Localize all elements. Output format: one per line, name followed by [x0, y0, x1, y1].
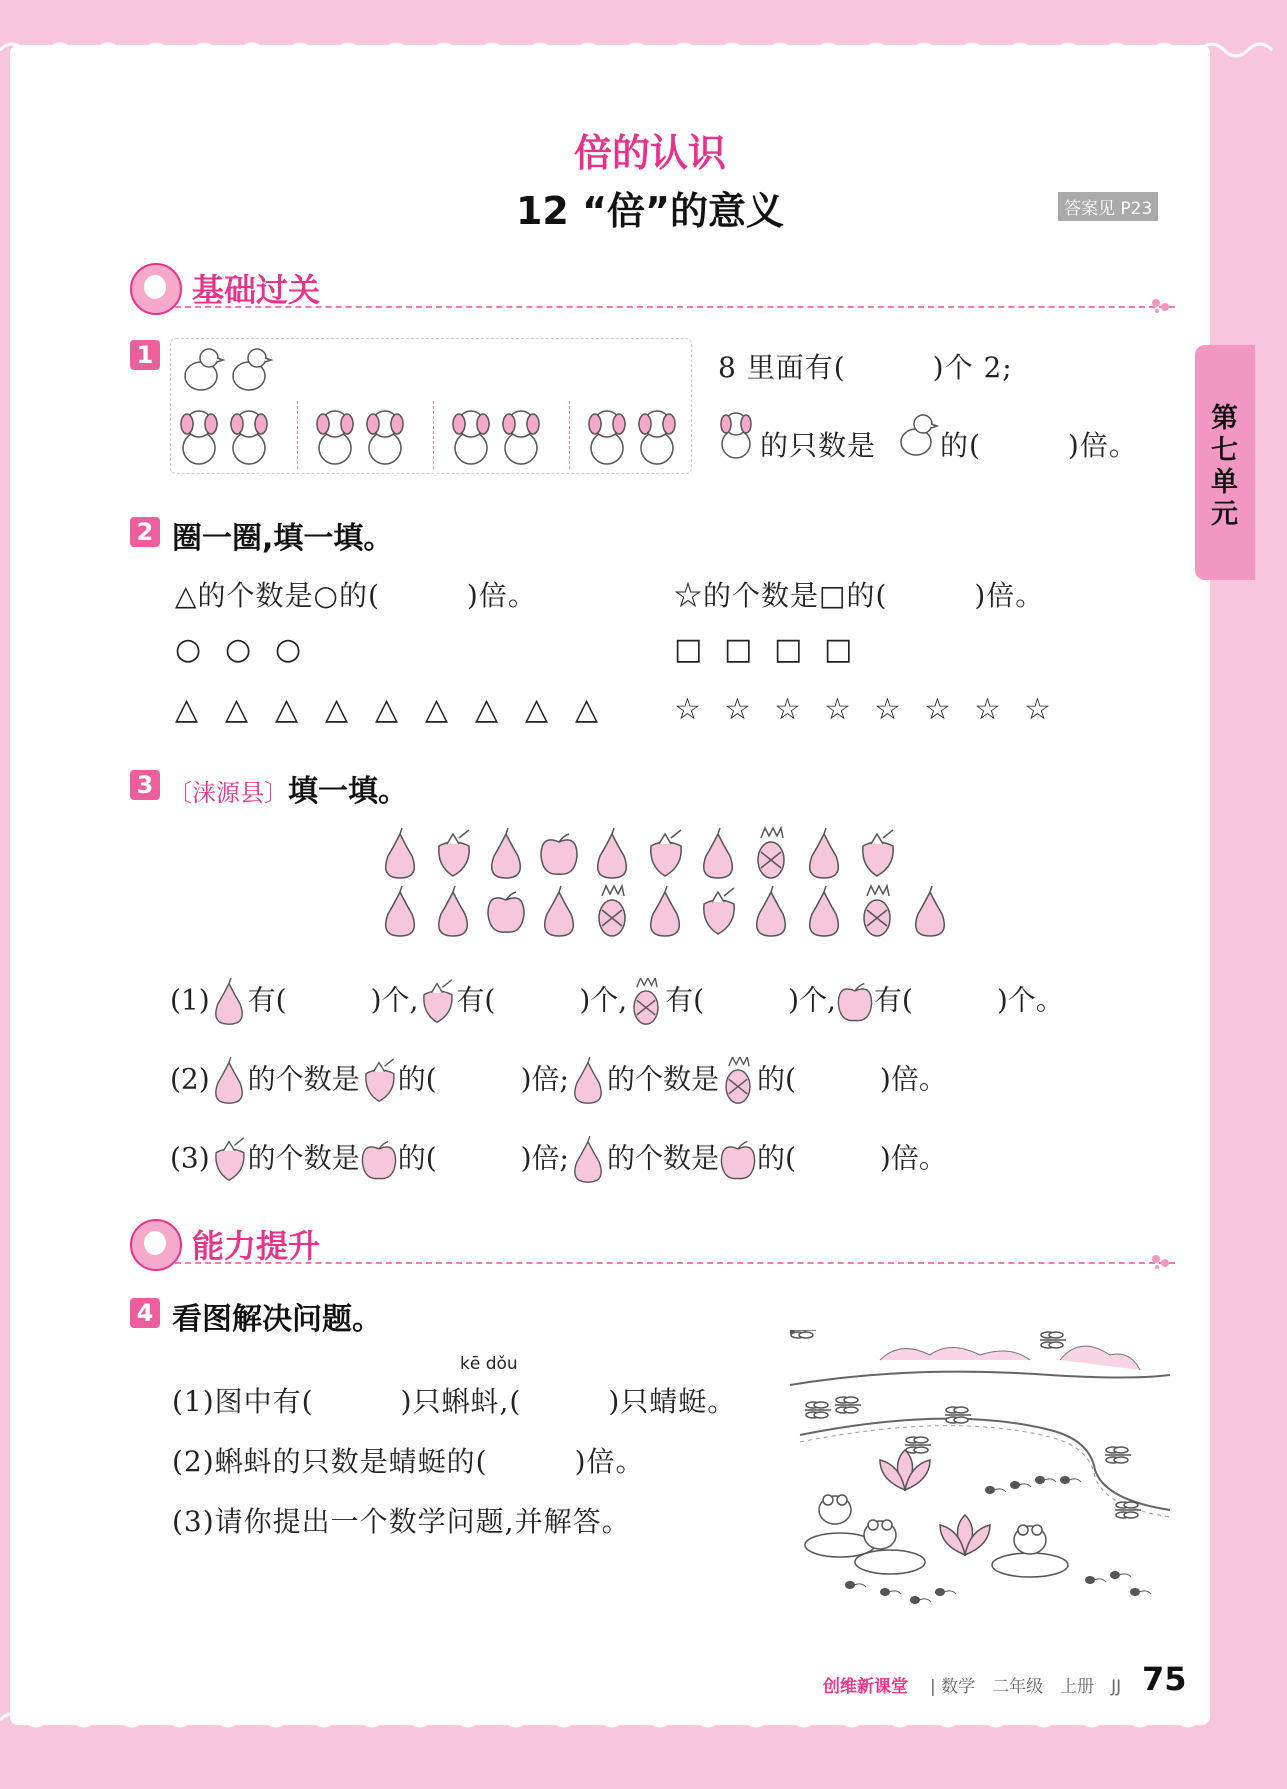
q2-left-text: △的个数是○的( )倍。: [175, 579, 537, 612]
sentence-text: 的( )倍。: [757, 1062, 947, 1096]
apple-icon: [360, 1136, 398, 1184]
section-basic-label: 基础过关: [192, 271, 321, 309]
sentence-text: 有( )个,: [247, 983, 419, 1017]
apple-icon: [836, 978, 874, 1026]
dots-decoration-icon: [1150, 1254, 1172, 1270]
dots-decoration-icon: [1150, 298, 1172, 314]
q4-title: 看图解决问题。: [172, 1302, 382, 1337]
strawberry-icon: [651, 830, 681, 876]
sentence-text: 有( )个,: [456, 983, 628, 1017]
chick-icon: [896, 408, 940, 460]
pear-icon: [575, 1057, 601, 1103]
sentence-text: (3): [170, 1141, 210, 1175]
triangles-row: [175, 692, 625, 727]
strawberry-icon: [216, 1138, 244, 1180]
footer-brand: 创维新课堂: [823, 1677, 908, 1697]
sentence-text: 的个数是: [606, 1141, 719, 1175]
q2-right-text: ☆的个数是□的( )倍。: [674, 579, 1045, 612]
apple-icon: [719, 1136, 757, 1184]
q1-line-1: 8 里面有( )个 2;: [718, 351, 1013, 384]
stars-row: [674, 692, 1074, 727]
triangle-shape: △: [275, 692, 299, 727]
section-basic: [130, 263, 1170, 313]
pineapple-icon: [719, 1057, 757, 1105]
q3-title: 填一填。: [288, 774, 408, 809]
q3-part-2: [170, 1057, 1170, 1103]
pear-icon: [210, 1057, 248, 1105]
triangle-shape: △: [175, 692, 199, 727]
pear-icon: [215, 978, 241, 1024]
q4-sentence-3: (3)请你提出一个数学问题,并解答。: [172, 1505, 631, 1538]
county-tag: 〔涞源县〕: [168, 779, 288, 807]
q3-part-3: [170, 1136, 1170, 1182]
pear-icon: [810, 828, 839, 878]
square-shape: □: [724, 632, 753, 667]
pear-icon: [492, 828, 521, 878]
circle-shape: ○: [225, 632, 252, 667]
strawberry-icon: [424, 980, 452, 1022]
q4-sentence-2: (2)蝌蚪的只数是蜻蜓的( )倍。: [172, 1445, 645, 1478]
triangle-shape: △: [425, 692, 449, 727]
apple-icon: [838, 984, 871, 1021]
sentence-text: 的( )倍;: [397, 1141, 569, 1175]
pear-icon: [810, 886, 839, 936]
apple-icon: [362, 1142, 395, 1179]
animals-picture: [170, 338, 692, 474]
strawberry-icon: [360, 1057, 398, 1105]
pear-icon: [210, 978, 248, 1026]
question-1-number: 1: [130, 340, 160, 370]
q3-part-1: [170, 978, 1170, 1024]
circle-shape: ○: [175, 632, 202, 667]
pinyin-annotation: kē dǒu: [460, 1354, 518, 1374]
star-shape: ☆: [874, 692, 901, 727]
pear-icon: [545, 886, 574, 936]
puppy-icon: [715, 408, 757, 460]
apple-icon: [488, 892, 524, 932]
triangle-shape: △: [225, 692, 249, 727]
star-shape: ☆: [974, 692, 1001, 727]
section-advanced: [130, 1219, 1170, 1269]
chick-icon: [179, 344, 279, 400]
triangle-shape: △: [525, 692, 549, 727]
pear-icon: [598, 828, 627, 878]
pear-icon: [757, 886, 786, 936]
pear-icon: [651, 886, 680, 936]
pear-icon: [569, 1057, 607, 1105]
q2-title: 圈一圈,填一填。: [172, 521, 394, 556]
circles-row: [175, 632, 325, 667]
question-4-number: 4: [130, 1298, 160, 1328]
squares-row: [674, 632, 874, 667]
star-shape: ☆: [1024, 692, 1051, 727]
strawberry-icon: [210, 1136, 248, 1184]
strawberry-icon: [704, 888, 734, 934]
bottom-wave-border: [0, 1700, 1287, 1750]
q1-line-2a: 的只数是: [760, 429, 877, 462]
sentence-text: 的( )倍;: [397, 1062, 569, 1096]
pear-icon: [386, 886, 415, 936]
strawberry-icon: [439, 830, 469, 876]
answer-reference: 答案见 P23: [1058, 192, 1158, 221]
page-title: 倍的认识: [573, 131, 726, 175]
q3-title-row: [168, 766, 408, 810]
question-2-number: 2: [130, 517, 160, 547]
section-advanced-label: 能力提升: [192, 1227, 321, 1265]
triangle-shape: △: [575, 692, 599, 727]
pear-icon: [704, 828, 733, 878]
question-3-number: 3: [130, 770, 160, 800]
pear-icon: [575, 1136, 601, 1182]
puppy-row-icon: [171, 404, 691, 472]
pineapple-icon: [634, 978, 658, 1024]
q4-sentence-1: (1)图中有( )只蝌蚪,( )只蜻蜓。: [172, 1385, 737, 1418]
q1-line-2b: 的( )倍。: [940, 429, 1138, 462]
pineapple-icon: [726, 1057, 750, 1103]
apple-icon: [541, 834, 577, 874]
star-shape: ☆: [924, 692, 951, 727]
pineapple-icon: [599, 886, 625, 936]
pear-icon: [916, 886, 945, 936]
pond-scene-picture: [790, 1330, 1170, 1620]
star-shape: ☆: [774, 692, 801, 727]
pear-icon: [215, 1057, 241, 1103]
footer-info: | 数学 二年级 上册 JJ: [930, 1677, 1122, 1697]
square-shape: □: [824, 632, 853, 667]
sentence-text: (1): [170, 983, 210, 1017]
strawberry-icon: [863, 830, 893, 876]
circle-shape: ○: [275, 632, 302, 667]
pineapple-icon: [758, 828, 784, 878]
pineapple-icon: [627, 978, 665, 1026]
fruit-picture: [380, 826, 980, 946]
star-shape: ☆: [824, 692, 851, 727]
pear-icon: [439, 886, 468, 936]
square-shape: □: [674, 632, 703, 667]
apple-icon: [721, 1142, 754, 1179]
pear-icon: [569, 1136, 607, 1184]
triangle-shape: △: [375, 692, 399, 727]
unit-label: 第七单元: [1211, 403, 1238, 530]
strawberry-icon: [418, 978, 456, 1026]
unit-side-tab: [1195, 345, 1255, 580]
triangle-shape: △: [325, 692, 349, 727]
pear-icon: [386, 828, 415, 878]
section-divider: [175, 1262, 1175, 1264]
sentence-text: 有( )个。: [873, 983, 1064, 1017]
square-shape: □: [774, 632, 803, 667]
sentence-text: 有( )个,: [665, 983, 836, 1017]
sentence-text: 的个数是: [247, 1141, 360, 1175]
star-shape: ☆: [674, 692, 701, 727]
sentence-text: 的个数是: [606, 1062, 719, 1096]
pineapple-icon: [864, 886, 890, 936]
page-number: 75: [1142, 1660, 1187, 1698]
sentence-text: 的( )倍。: [757, 1141, 947, 1175]
section-divider: [175, 306, 1175, 308]
strawberry-icon: [366, 1059, 394, 1101]
sentence-text: (2): [170, 1062, 210, 1096]
sentence-text: 的个数是: [247, 1062, 360, 1096]
star-shape: ☆: [724, 692, 751, 727]
lesson-subtitle: 12 “倍”的意义: [515, 189, 785, 233]
triangle-shape: △: [475, 692, 499, 727]
